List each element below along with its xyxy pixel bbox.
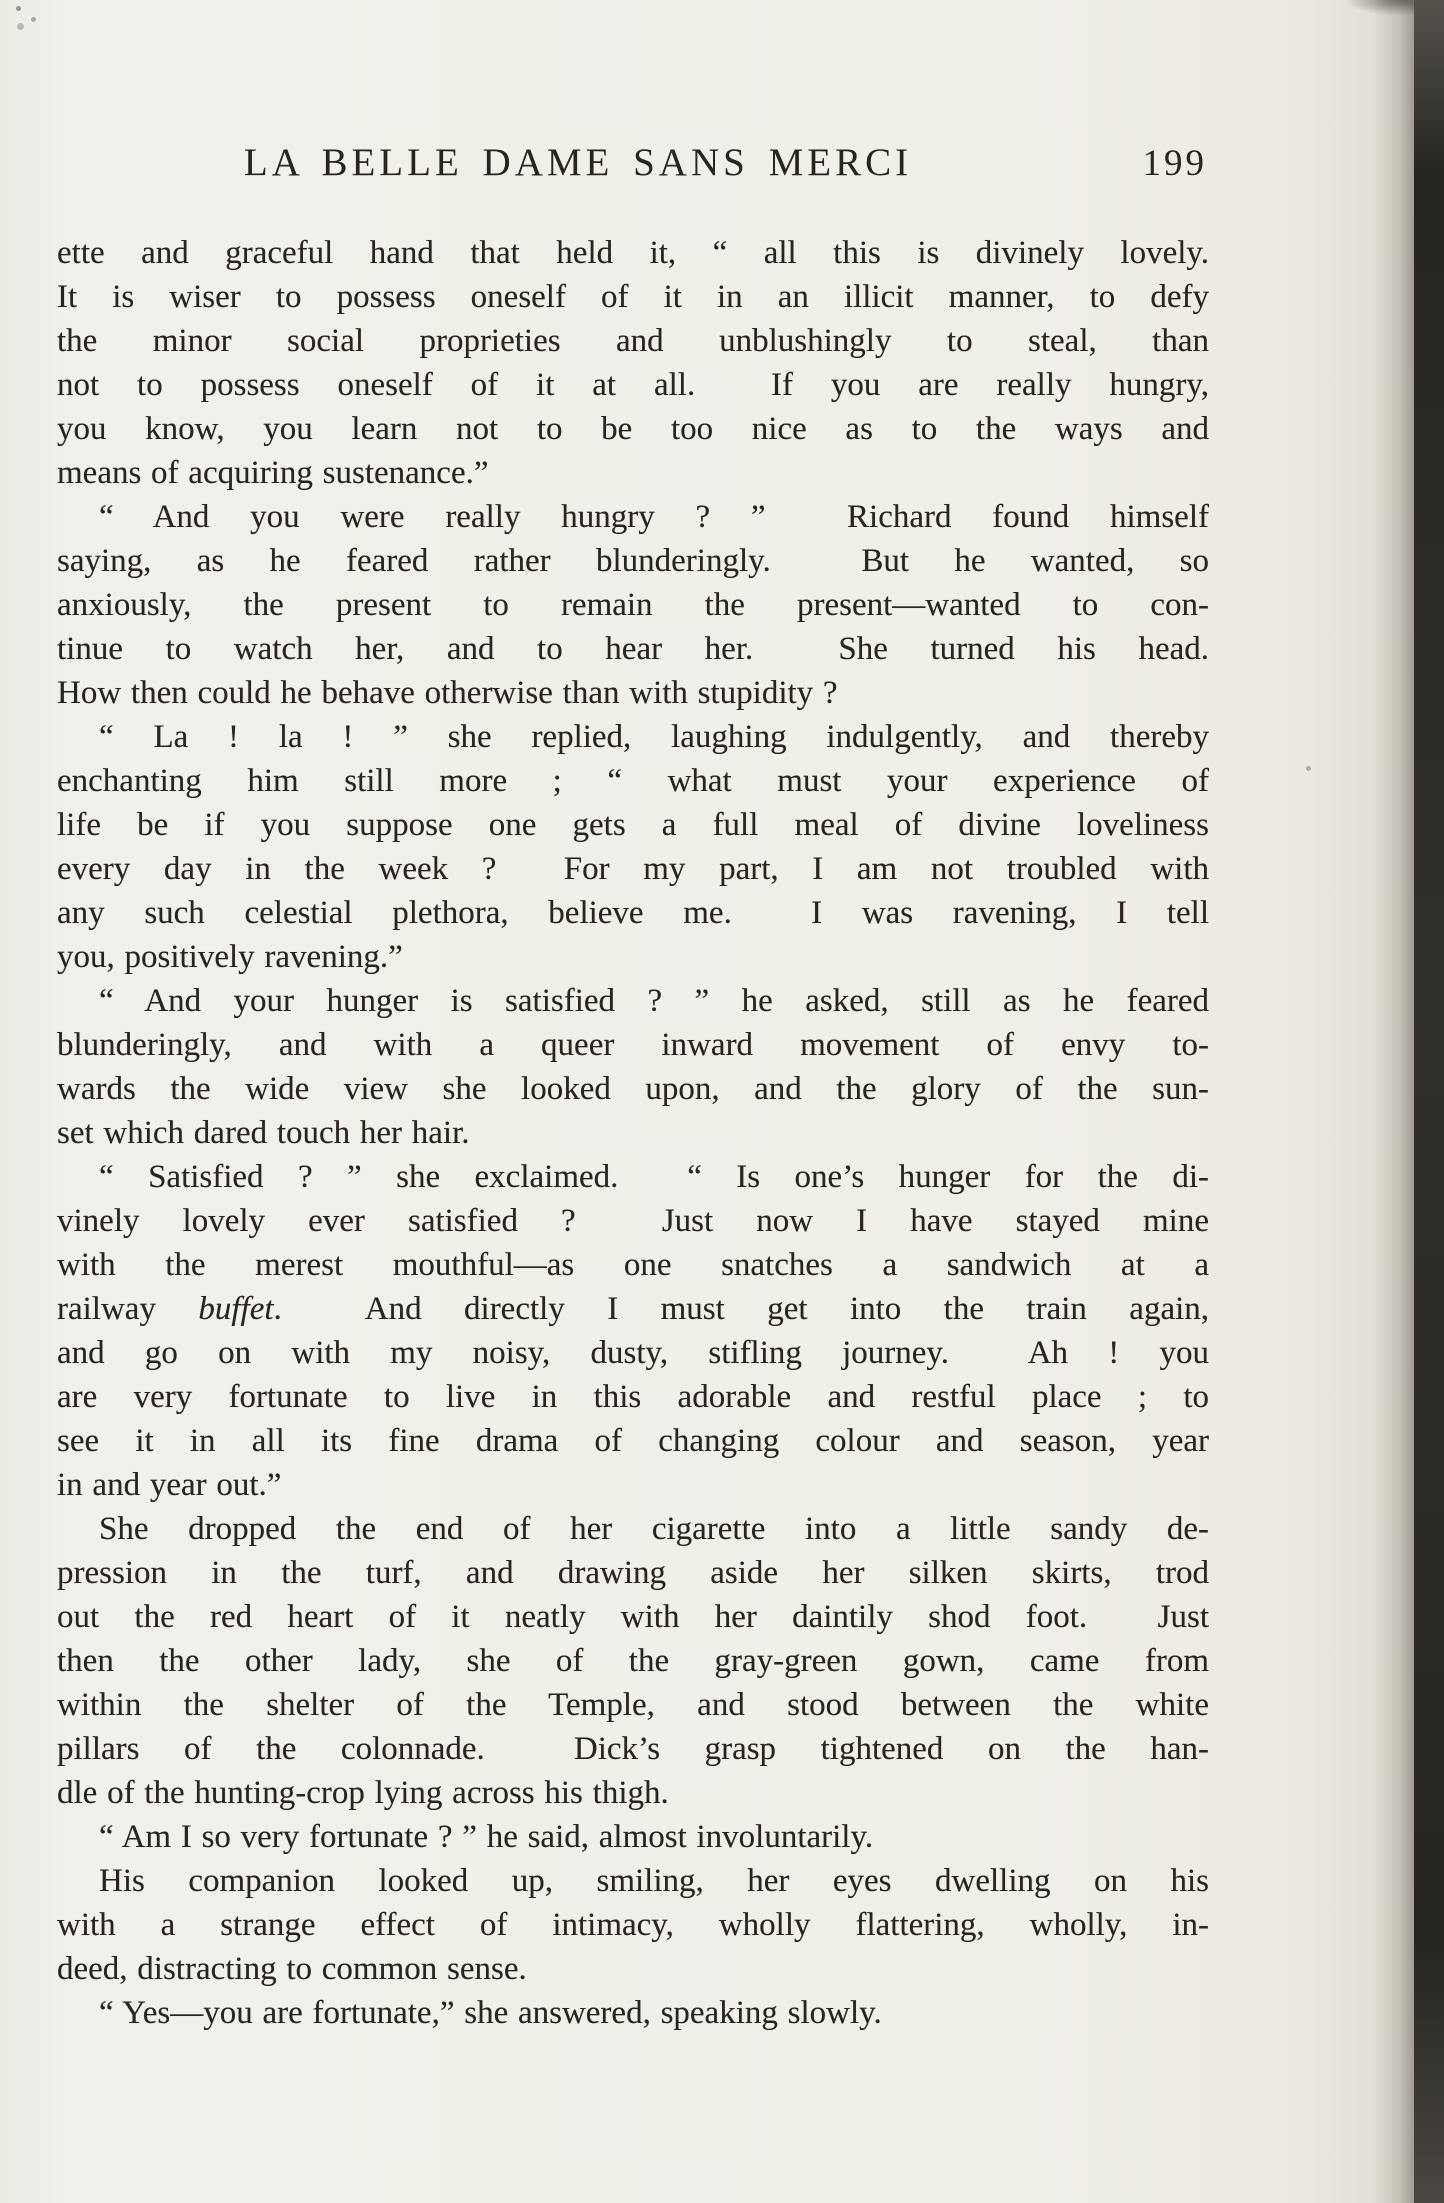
text-segment: ette and graceful hand that held it, “ all this is divinely lovely.: [57, 235, 1209, 271]
text-line: [57, 1683, 1209, 1727]
text-segment: within the shelter of the Temple, and stood between the white: [57, 1687, 1209, 1723]
text-line: [57, 583, 1209, 627]
text-line: [57, 1507, 1209, 1551]
text-segment: every day in the week ? For my part, I am not troubled with: [57, 851, 1209, 887]
text-line: [57, 1463, 1209, 1507]
running-header-title: LA BELLE DAME SANS MERCI: [243, 141, 913, 184]
text-line: [57, 1727, 1209, 1771]
text-line: [57, 1375, 1209, 1419]
text-segment: She dropped the end of her cigarette into a little sandy de-: [99, 1511, 1209, 1547]
text-line: [57, 275, 1209, 319]
paragraph: [57, 715, 1209, 979]
text-line: [57, 1067, 1209, 1111]
text-line: [57, 891, 1209, 935]
text-segment: are very fortunate to live in this adorable and restful place ; to: [57, 1379, 1209, 1415]
text-segment: then the other lady, she of the gray-green gown, came from: [57, 1643, 1209, 1679]
text-segment: dle of the hunting-crop lying across his thigh.: [57, 1775, 669, 1811]
text-segment: It is wiser to possess oneself of it in an illicit manner, to defy: [57, 279, 1209, 315]
text-line: [57, 319, 1209, 363]
text-line: [57, 1771, 1209, 1815]
running-header: [57, 140, 1209, 192]
text-line: [57, 539, 1209, 583]
text-segment: pression in the turf, and drawing aside her silken skirts, trod: [57, 1555, 1209, 1591]
text-line: [57, 1155, 1209, 1199]
paragraph: [57, 495, 1209, 715]
page-edge-shadow: [1374, 0, 1414, 2203]
text-segment: not to possess oneself of it at all. If you are really hungry,: [57, 367, 1209, 403]
text-line: [57, 1947, 1209, 1991]
text-line: [57, 627, 1209, 671]
text-segment: in and year out.”: [57, 1467, 282, 1503]
text-line: [57, 1287, 1209, 1331]
text-segment: His companion looked up, smiling, her eyes dwelling on his: [99, 1863, 1209, 1899]
text-segment: “ La ! la ! ” she replied, laughing indulgently, and thereby: [99, 719, 1209, 755]
paper-speck-marks: [16, 6, 21, 11]
text-segment: and go on with my noisy, dusty, stifling journey. Ah ! you: [57, 1335, 1209, 1371]
text-line: [57, 407, 1209, 451]
text-segment: railway: [57, 1291, 199, 1327]
italic-text: buffet: [198, 1291, 274, 1327]
text-line: [57, 1815, 1209, 1859]
text-line: [57, 935, 1209, 979]
text-line: [57, 979, 1209, 1023]
text-segment: means of acquiring sustenance.”: [57, 455, 489, 491]
text-segment: you know, you learn not to be too nice as to the ways and: [57, 411, 1209, 447]
text-segment: you, positively ravening.”: [57, 939, 403, 975]
text-segment: saying, as he feared rather blunderingly. But he wanted, so: [57, 543, 1209, 579]
text-line: [57, 803, 1209, 847]
text-line: [57, 715, 1209, 759]
text-segment: How then could he behave otherwise than with stupidity ?: [57, 675, 838, 711]
text-segment: with the merest mouthful—as one snatches a sandwich at a: [57, 1247, 1209, 1283]
text-segment: . And directly I must get into the train again,: [273, 1291, 1210, 1327]
text-line: [57, 1023, 1209, 1067]
text-line: [57, 671, 1209, 715]
paragraph: [57, 1991, 1209, 2035]
paragraph: [57, 1859, 1209, 1991]
text-line: [57, 1419, 1209, 1463]
text-segment: life be if you suppose one gets a full meal of divine loveliness: [57, 807, 1209, 843]
corner-smudge: [1344, 0, 1414, 16]
text-line: [57, 1111, 1209, 1155]
text-line: [57, 759, 1209, 803]
paragraph: [57, 1507, 1209, 1815]
page-number: 199: [1142, 143, 1207, 184]
text-line: [57, 1991, 1209, 2035]
paragraph: [57, 1155, 1209, 1507]
text-segment: “ And your hunger is satisfied ? ” he asked, still as he feared: [99, 983, 1209, 1019]
text-line: [57, 1243, 1209, 1287]
text-line: [57, 1903, 1209, 1947]
text-line: [57, 495, 1209, 539]
text-line: [57, 1595, 1209, 1639]
paragraph: [57, 1815, 1209, 1859]
text-segment: any such celestial plethora, believe me. I was ravening, I tell: [57, 895, 1209, 931]
paragraph: [57, 979, 1209, 1155]
text-segment: blunderingly, and with a queer inward movement of envy to-: [57, 1027, 1209, 1063]
text-segment: vinely lovely ever satisfied ? Just now I have stayed mine: [57, 1203, 1209, 1239]
text-line: [57, 1331, 1209, 1375]
text-segment: “ Yes—you are fortunate,” she answered, speaking slowly.: [99, 1995, 882, 2031]
text-segment: pillars of the colonnade. Dick’s grasp tightened on the han-: [57, 1731, 1209, 1767]
text-segment: the minor social proprieties and unblushingly to steal, than: [57, 323, 1209, 359]
text-line: [57, 1639, 1209, 1683]
text-line: [57, 1859, 1209, 1903]
scan-gutter-strip: [1414, 0, 1444, 2203]
text-segment: out the red heart of it neatly with her daintily shod foot. Just: [57, 1599, 1209, 1635]
text-segment: with a strange effect of intimacy, wholly flattering, wholly, in-: [57, 1907, 1209, 1943]
text-line: [57, 363, 1209, 407]
paragraph: [57, 231, 1209, 495]
text-line: [57, 451, 1209, 495]
text-segment: deed, distracting to common sense.: [57, 1951, 527, 1987]
text-segment: enchanting him still more ; “ what must your experience of: [57, 763, 1209, 799]
text-line: [57, 1551, 1209, 1595]
text-segment: tinue to watch her, and to hear her. She turned his head.: [57, 631, 1209, 667]
text-segment: “ Satisfied ? ” she exclaimed. “ Is one’s hunger for the di-: [99, 1159, 1209, 1195]
text-line: [57, 231, 1209, 275]
text-line: [57, 1199, 1209, 1243]
text-segment: “ Am I so very fortunate ? ” he said, almost involuntarily.: [99, 1819, 874, 1855]
text-segment: anxiously, the present to remain the present—wanted to con-: [57, 587, 1209, 623]
page-text: [57, 231, 1209, 2035]
text-line: [57, 847, 1209, 891]
text-segment: set which dared touch her hair.: [57, 1115, 470, 1151]
text-segment: “ And you were really hungry ? ” Richard found himself: [99, 499, 1209, 535]
text-segment: see it in all its fine drama of changing colour and season, year: [57, 1423, 1209, 1459]
text-segment: wards the wide view she looked upon, and the glory of the sun-: [57, 1071, 1209, 1107]
